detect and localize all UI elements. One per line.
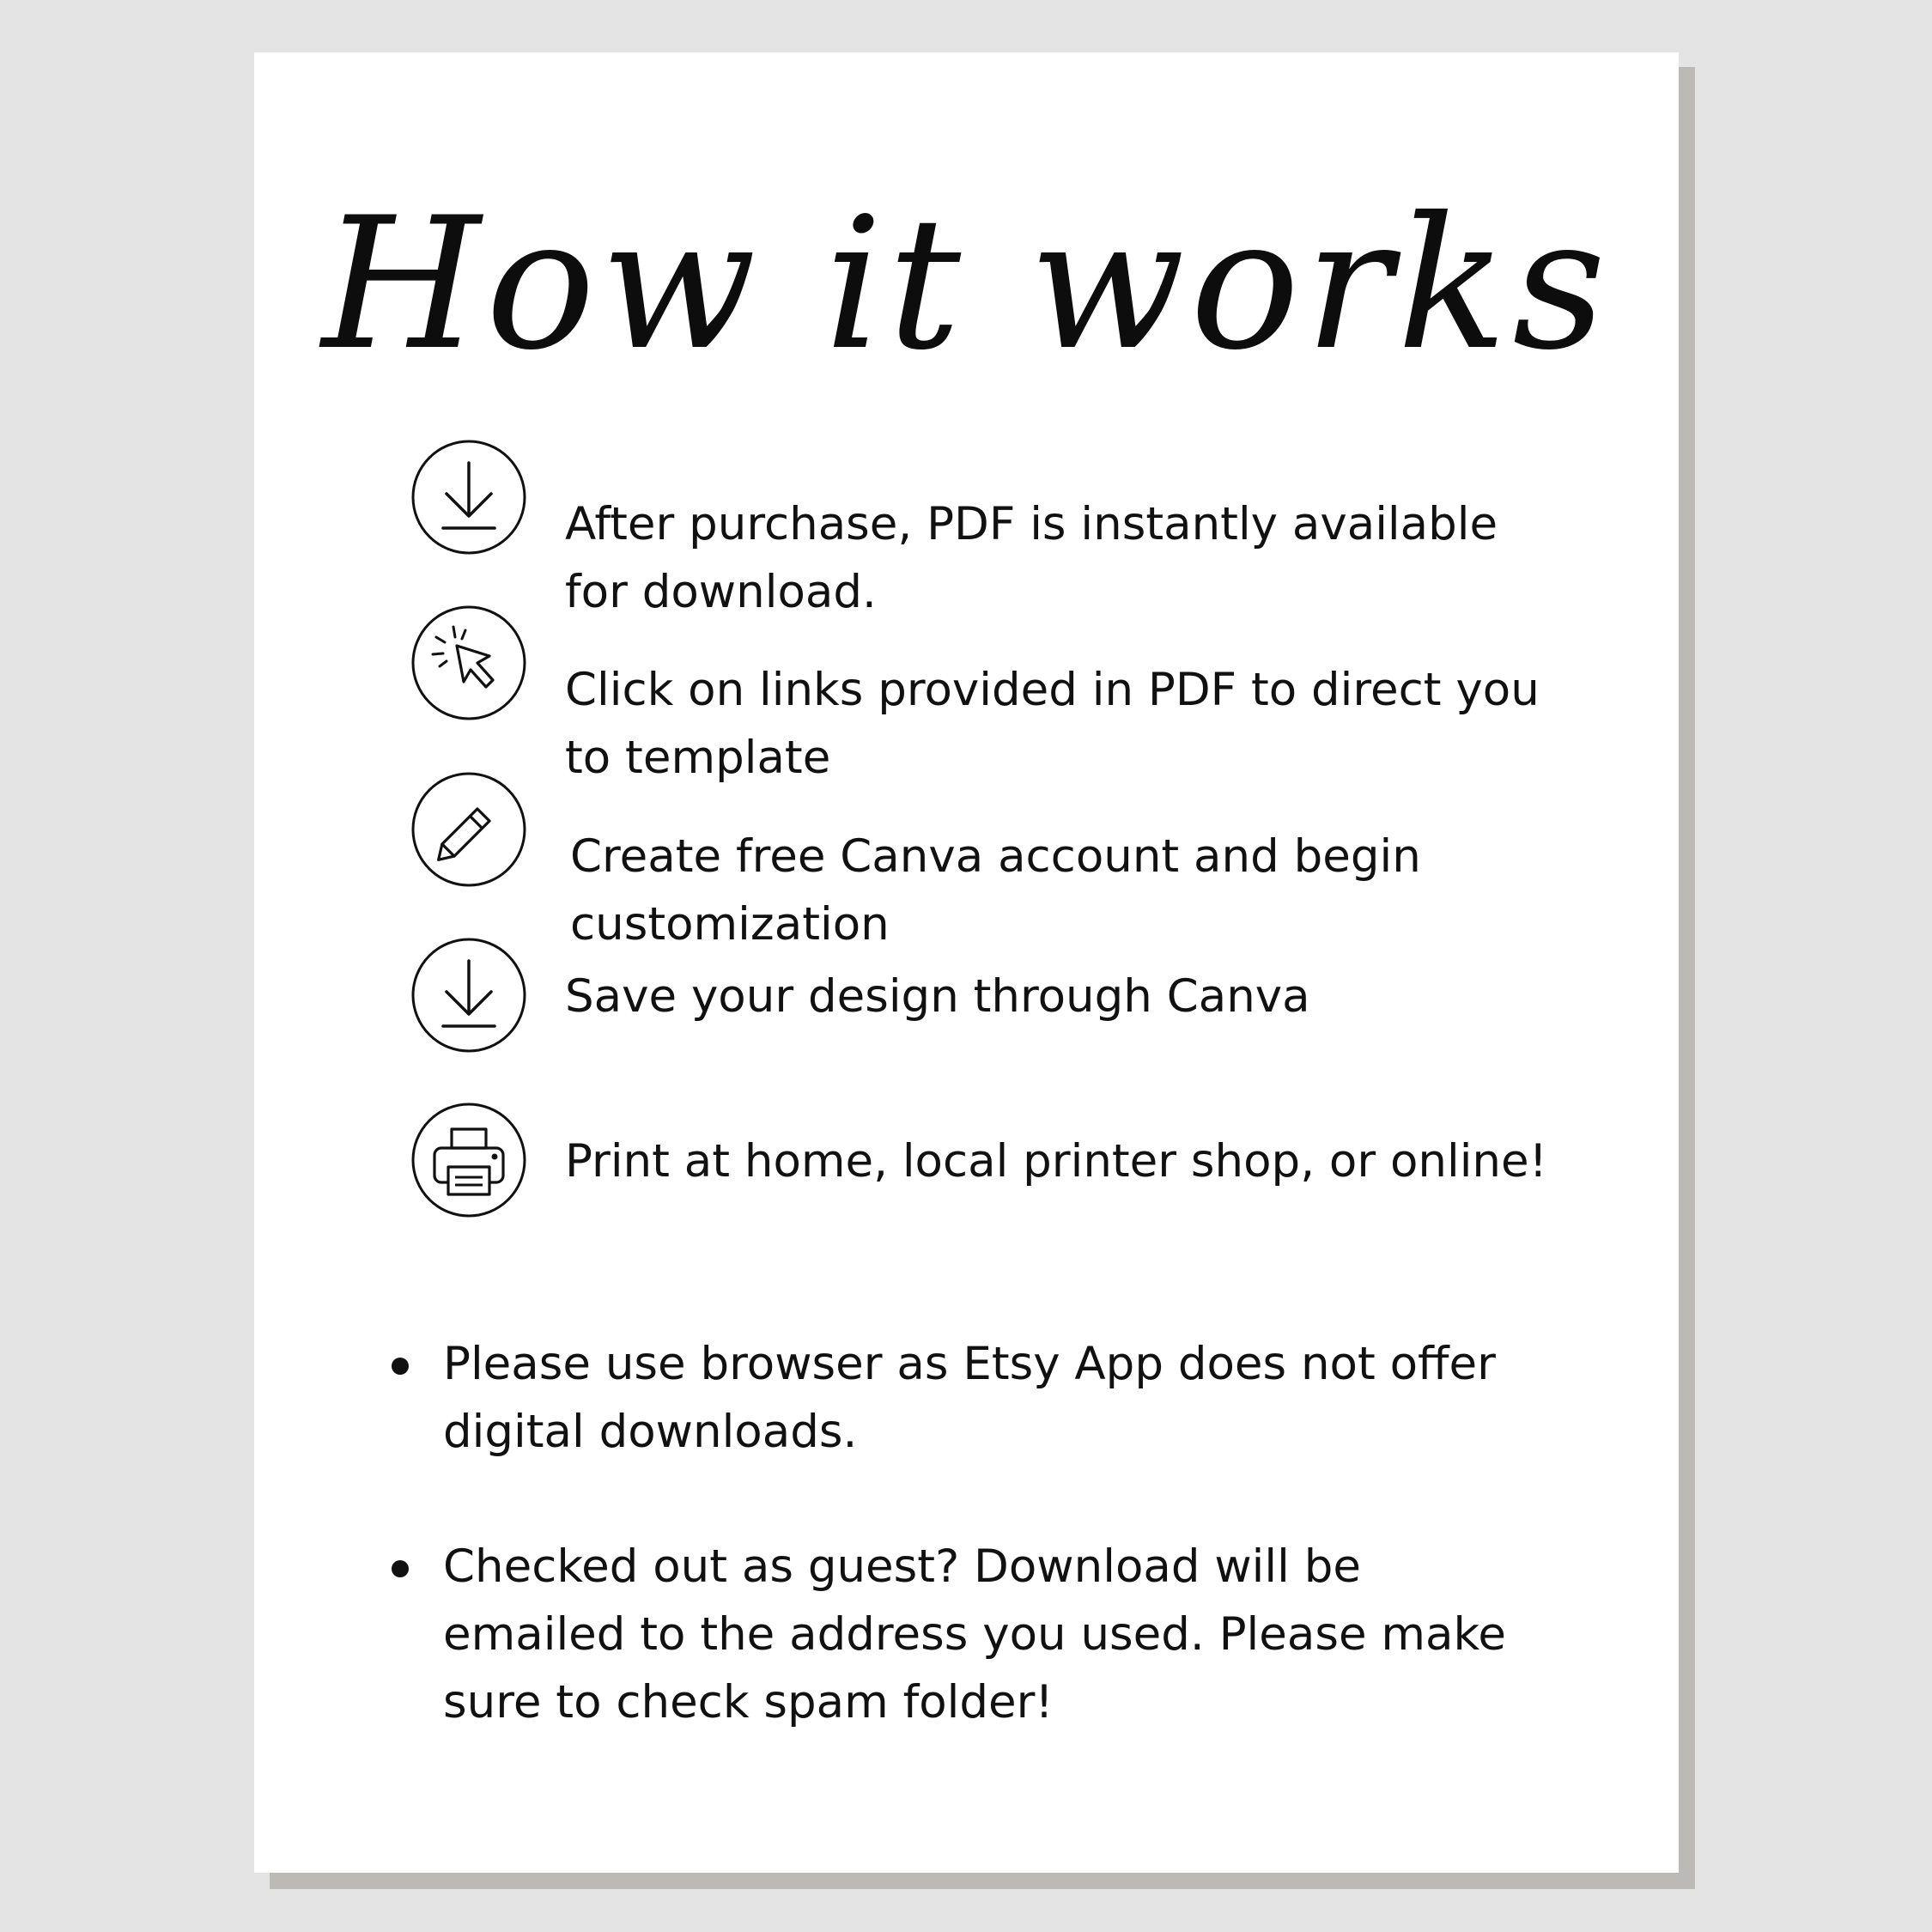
download-icon	[410, 937, 527, 1054]
click-cursor-icon	[410, 605, 527, 721]
step-3-text: Create free Canva account and begin customization	[570, 830, 1421, 951]
note-1-text: Please use browser as Etsy App does not offer digital downloads.	[443, 1338, 1496, 1458]
step-4-text: Save your design through Canva	[565, 970, 1310, 1023]
printer-icon	[410, 1102, 527, 1218]
bullet-dot	[392, 1358, 409, 1375]
step-1-text: After purchase, PDF is instantly available for download.	[565, 498, 1498, 618]
instruction-card	[254, 52, 1679, 1873]
download-icon	[410, 439, 527, 556]
step-2-text: Click on links provided in PDF to direct you to template	[565, 664, 1540, 784]
note-2-text: Checked out as guest? Download will be emailed to the address you used. Please make sure to check spam folder!	[443, 1540, 1506, 1728]
page-title: How it works	[321, 178, 1612, 390]
bullet-dot	[392, 1560, 409, 1577]
step-5-text: Print at home, local printer shop, or online!	[565, 1135, 1547, 1188]
pencil-icon	[410, 771, 527, 888]
